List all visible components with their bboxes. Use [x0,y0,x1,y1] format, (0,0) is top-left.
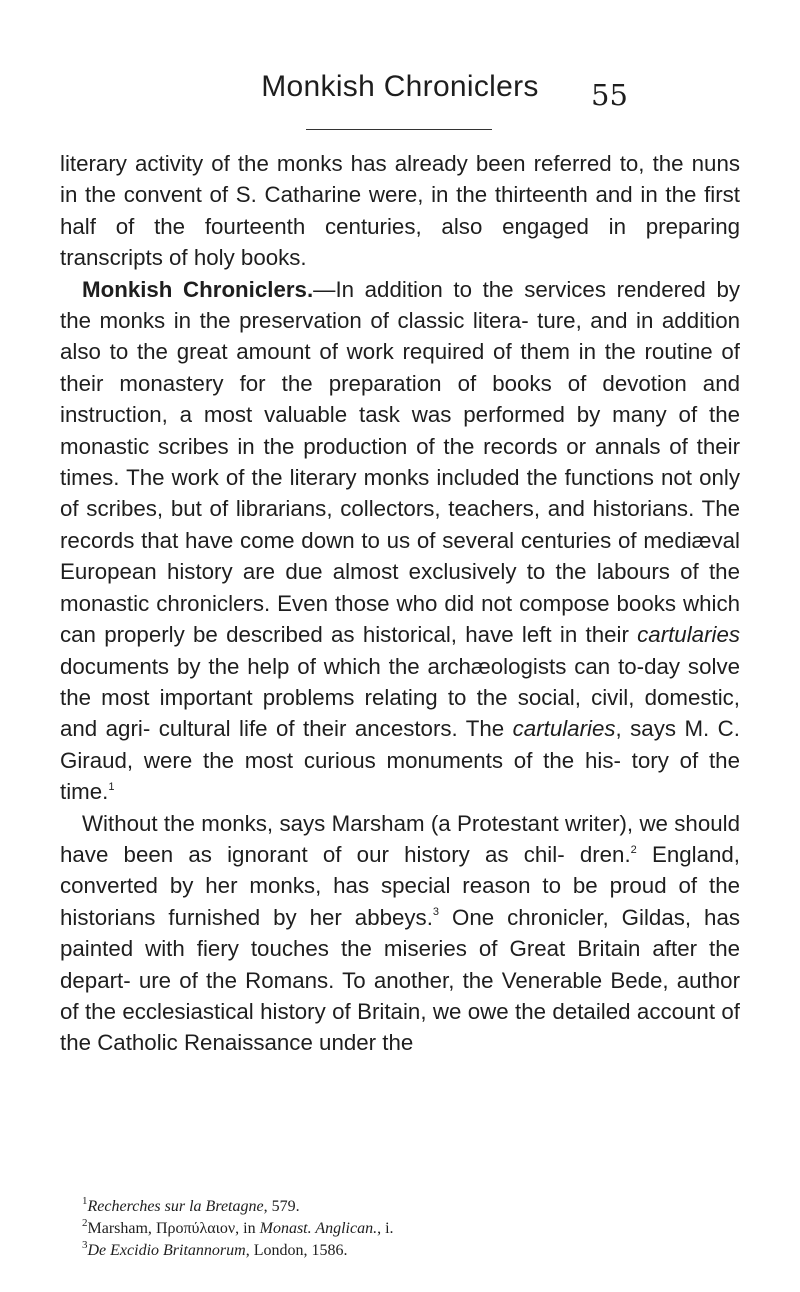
footnote-3 [60,1240,740,1262]
footnote-number: 2 [82,1216,88,1229]
paragraph-1 [60,148,740,274]
body-text [60,148,740,1059]
paragraph-3-text-a: Without the monks, says Marsham (a Protestant writer), we should have been as ignorant of our history as chil- dren. [60,810,740,867]
footnote-greek-title: Προπύλαιον [155,1220,236,1238]
footnote-detail: , i. [377,1220,394,1238]
section-heading: Monkish Chroniclers. [82,276,314,302]
header-rule [306,129,492,130]
footnote-number: 1 [82,1194,88,1207]
italic-cartularies-1: cartularies [637,622,740,648]
footnote-ref-1: 1 [108,780,115,793]
paragraph-2 [60,274,740,808]
footnote-detail: , London, 1586. [245,1242,348,1260]
paragraph-2-text-c: , says M. C. Giraud, were the most curious monuments of the his- tory of the time. [60,716,740,805]
footnote-title: Monast. Anglican. [259,1220,378,1238]
running-title: Monkish Chroniclers [261,70,539,103]
paragraph-3 [60,808,740,1059]
paragraph-3-text-b: England, converted by her monks, has special reason to be proud of the historians furnished by her abbeys. [60,841,741,930]
footnotes [60,1196,740,1263]
paragraph-1-text: literary activity of the monks has already been referred to, the nuns in the convent of S. Catharine were, in the thirteenth and in the first half of the fourteenth centuries, also engaged in preparing transcripts of holy books. [60,151,740,271]
footnote-detail: , 579. [263,1198,300,1215]
paragraph-2-text-a: —In addition to the services rendered by the monks in the preservation of classic litera- ture, and in addition also to the great amount of work required of them in the routine of their monastery for the preparation of books of devotion and instruction, a most valuable task was performed by many of the monastic scribes in the production of the records or annals of their times. The work of the literary monks included the functions not only of scribes, but of librarians, collectors, teachers, and historians. The records that have come down to us of several centuries of mediæval European history are due almost exclusively to the labours of the monastic chroniclers. Even those who did not compose books which can properly be described as historical, have left in their [60,276,740,648]
paragraph-2-text-b: documents by the help of which the archæologists can to-day solve the most important problems relating to the social, civil, domestic, and agri- cultural life of their ancestors. The [60,653,740,742]
italic-cartularies-2: cartularies [512,716,616,742]
footnote-title: Recherches sur la Bretagne [87,1198,264,1215]
footnote-author: Marsham, [87,1220,156,1238]
footnote-2 [60,1218,740,1240]
footnote-number: 3 [82,1239,88,1252]
footnote-title: De Excidio Britannorum [87,1242,246,1260]
page-number: 55 [591,78,628,112]
footnote-ref-2: 2 [630,843,637,856]
page-header [0,70,800,120]
paragraph-3-text-c: One chronicler, Gildas, has painted with fiery touches the miseries of Great Britain after the depart- ure of the Romans. To another, the Venerable Bede, author of the ecclesiastical history of Britain, we owe the detailed account of the Catholic Renaissance under the [60,904,740,1056]
footnote-1 [60,1196,740,1218]
footnote-ref-3: 3 [432,906,440,919]
footnote-connector: , in [235,1220,260,1238]
